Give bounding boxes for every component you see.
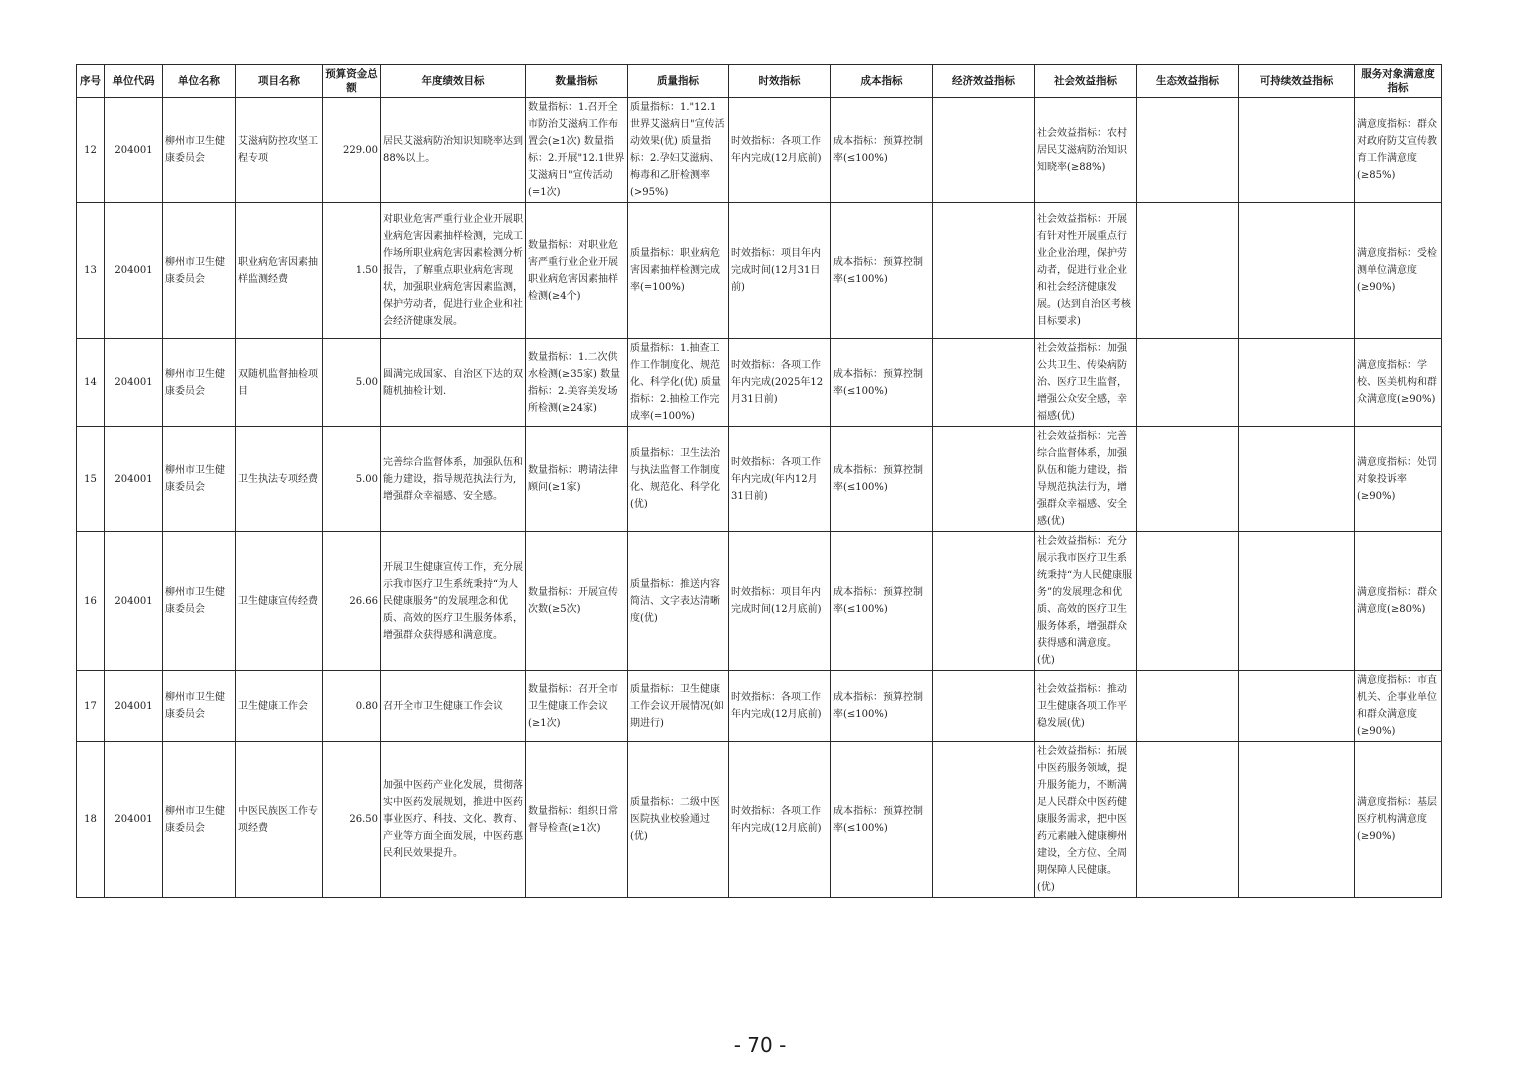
cell-budget-amount: 1.50 <box>323 203 381 339</box>
cell-project-name: 卫生健康工作会 <box>236 671 323 742</box>
cell-social-benefit: 社会效益指标：农村居民艾滋病防治知识知晓率(≥88%) <box>1035 98 1137 203</box>
cell-budget-amount: 26.66 <box>323 532 381 671</box>
table-row <box>77 427 1442 532</box>
header-unit-name: 单位名称 <box>163 65 236 98</box>
cell-quality-indicator: 质量指标：卫生法治与执法监督工作制度化、规范化、科学化(优) <box>628 427 729 532</box>
cell-cost-indicator: 成本指标：预算控制率(≤100%) <box>831 339 933 427</box>
cell-quantity-indicator: 数量指标：对职业危害严重行业企业开展职业病危害因素抽样检测(≥4个) <box>526 203 628 339</box>
cell-satisfaction-indicator: 满意度指标：学校、医美机构和群众满意度(≥90%) <box>1355 339 1442 427</box>
header-annual-target: 年度绩效目标 <box>381 65 526 98</box>
header-ecological-benefit: 生态效益指标 <box>1137 65 1239 98</box>
cell-sustainable-benefit <box>1239 339 1355 427</box>
cell-annual-target: 召开全市卫生健康工作会议 <box>381 671 526 742</box>
cell-cost-indicator: 成本指标：预算控制率(≤100%) <box>831 742 933 898</box>
cell-index: 18 <box>77 742 105 898</box>
cell-satisfaction-indicator: 满意度指标：处罚对象投诉率(≥90%) <box>1355 427 1442 532</box>
cell-satisfaction-indicator: 满意度指标：群众满意度(≥80%) <box>1355 532 1442 671</box>
cell-sustainable-benefit <box>1239 532 1355 671</box>
header-cost-indicator: 成本指标 <box>831 65 933 98</box>
cell-index: 12 <box>77 98 105 203</box>
cell-unit-code: 204001 <box>105 742 163 898</box>
cell-annual-target: 开展卫生健康宣传工作，充分展示我市医疗卫生系统秉持“为人民健康服务”的发展理念和优质、高效的医疗卫生服务体系，增强群众获得感和满意度。 <box>381 532 526 671</box>
cell-annual-target: 完善综合监督体系，加强队伍和能力建设，指导规范执法行为,增强群众幸福感、安全感。 <box>381 427 526 532</box>
cell-satisfaction-indicator: 满意度指标：群众对政府防艾宣传教育工作满意度(≥85%) <box>1355 98 1442 203</box>
table-row <box>77 671 1442 742</box>
cell-quality-indicator: 质量指标：推送内容简洁、文字表达清晰度(优) <box>628 532 729 671</box>
table-row <box>77 339 1442 427</box>
cell-ecological-benefit <box>1137 532 1239 671</box>
cell-quantity-indicator: 数量指标：1.二次供水检测(≥35家) 数量指标：2.美容美发场所检测(≥24家) <box>526 339 628 427</box>
cell-unit-name: 柳州市卫生健康委员会 <box>163 203 236 339</box>
cell-unit-code: 204001 <box>105 532 163 671</box>
cell-unit-code: 204001 <box>105 671 163 742</box>
cell-social-benefit: 社会效益指标：拓展中医药服务领域，提升服务能力，不断满足人民群众中医药健康服务需求，把中医药元素融入健康柳州建设，全方位、全周期保障人民健康。(优) <box>1035 742 1137 898</box>
cell-index: 13 <box>77 203 105 339</box>
header-quantity-indicator: 数量指标 <box>526 65 628 98</box>
cell-satisfaction-indicator: 满意度指标：受检测单位满意度(≥90%) <box>1355 203 1442 339</box>
cell-timeliness-indicator: 时效指标：各项工作年内完成(12月底前) <box>729 671 831 742</box>
header-social-benefit: 社会效益指标 <box>1035 65 1137 98</box>
cell-satisfaction-indicator: 满意度指标：市直机关、企事业单位和群众满意度(≥90%) <box>1355 671 1442 742</box>
cell-annual-target: 对职业危害严重行业企业开展职业病危害因素抽样检测，完成工作场所职业病危害因素检测分析报告，了解重点职业病危害现状，加强职业病危害因素监测，保护劳动者，促进行业企业和社会经济健康发展。 <box>381 203 526 339</box>
cell-annual-target: 居民艾滋病防治知识知晓率达到88%以上。 <box>381 98 526 203</box>
cell-cost-indicator: 成本指标：预算控制率(≤100%) <box>831 427 933 532</box>
cell-timeliness-indicator: 时效指标：项目年内完成时间(12月31日前) <box>729 203 831 339</box>
cell-unit-code: 204001 <box>105 339 163 427</box>
cell-timeliness-indicator: 时效指标：各项工作年内完成(12月底前) <box>729 742 831 898</box>
cell-timeliness-indicator: 时效指标：各项工作年内完成(12月底前) <box>729 98 831 203</box>
cell-cost-indicator: 成本指标：预算控制率(≤100%) <box>831 671 933 742</box>
cell-economic-benefit <box>933 427 1035 532</box>
cell-ecological-benefit <box>1137 671 1239 742</box>
cell-social-benefit: 社会效益指标：完善综合监督体系，加强队伍和能力建设，指导规范执法行为，增强群众幸福感、安全感(优) <box>1035 427 1137 532</box>
cell-budget-amount: 5.00 <box>323 339 381 427</box>
cell-ecological-benefit <box>1137 203 1239 339</box>
cell-timeliness-indicator: 时效指标：项目年内完成时间(12月底前) <box>729 532 831 671</box>
cell-unit-code: 204001 <box>105 98 163 203</box>
cell-cost-indicator: 成本指标：预算控制率(≤100%) <box>831 532 933 671</box>
cell-economic-benefit <box>933 203 1035 339</box>
cell-economic-benefit <box>933 742 1035 898</box>
cell-unit-code: 204001 <box>105 203 163 339</box>
cell-satisfaction-indicator: 满意度指标：基层医疗机构满意度(≥90%) <box>1355 742 1442 898</box>
table-row <box>77 203 1442 339</box>
cell-economic-benefit <box>933 98 1035 203</box>
cell-quantity-indicator: 数量指标：开展宣传次数(≥5次) <box>526 532 628 671</box>
cell-index: 17 <box>77 671 105 742</box>
cell-project-name: 卫生健康宣传经费 <box>236 532 323 671</box>
cell-sustainable-benefit <box>1239 427 1355 532</box>
cell-unit-name: 柳州市卫生健康委员会 <box>163 742 236 898</box>
cell-quantity-indicator: 数量指标：组织日常督导检查(≥1次) <box>526 742 628 898</box>
cell-social-benefit: 社会效益指标：充分展示我市医疗卫生系统秉持“为人民健康服务”的发展理念和优质、高效的医疗卫生服务体系，增强群众获得感和满意度。(优) <box>1035 532 1137 671</box>
cell-unit-name: 柳州市卫生健康委员会 <box>163 339 236 427</box>
cell-timeliness-indicator: 时效指标：各项工作年内完成(年内12月31日前) <box>729 427 831 532</box>
header-budget-amount: 预算资金总额 <box>323 65 381 98</box>
header-quality-indicator: 质量指标 <box>628 65 729 98</box>
cell-social-benefit: 社会效益指标：开展有针对性开展重点行业企业治理，保护劳动者，促进行业企业和社会经济健康发展。(达到自治区考核目标要求) <box>1035 203 1137 339</box>
cell-ecological-benefit <box>1137 742 1239 898</box>
table-row <box>77 98 1442 203</box>
cell-quantity-indicator: 数量指标：1.召开全市防治艾滋病工作布置会(≥1次) 数量指标：2.开展"12.1世界艾滋病日"宣传活动(=1次) <box>526 98 628 203</box>
cell-project-name: 卫生执法专项经费 <box>236 427 323 532</box>
cell-economic-benefit <box>933 671 1035 742</box>
header-unit-code: 单位代码 <box>105 65 163 98</box>
cell-unit-name: 柳州市卫生健康委员会 <box>163 98 236 203</box>
cell-annual-target: 加强中医药产业化发展，贯彻落实中医药发展规划，推进中医药事业医疗、科技、文化、教育、产业等方面全面发展，中医药惠民利民效果提升。 <box>381 742 526 898</box>
cell-sustainable-benefit <box>1239 742 1355 898</box>
cell-unit-name: 柳州市卫生健康委员会 <box>163 532 236 671</box>
cell-project-name: 中医民族医工作专项经费 <box>236 742 323 898</box>
cell-social-benefit: 社会效益指标：推动卫生健康各项工作平稳发展(优) <box>1035 671 1137 742</box>
header-satisfaction-indicator: 服务对象满意度指标 <box>1355 65 1442 98</box>
cell-quality-indicator: 质量指标：职业病危害因素抽样检测完成率(=100%) <box>628 203 729 339</box>
table-header-row <box>77 65 1442 98</box>
cell-index: 14 <box>77 339 105 427</box>
cell-ecological-benefit <box>1137 427 1239 532</box>
header-sustainable-benefit: 可持续效益指标 <box>1239 65 1355 98</box>
cell-sustainable-benefit <box>1239 98 1355 203</box>
cell-sustainable-benefit <box>1239 671 1355 742</box>
cell-cost-indicator: 成本指标：预算控制率(≤100%) <box>831 203 933 339</box>
cell-quality-indicator: 质量指标：1.抽查工作工作制度化、规范化、科学化(优) 质量指标：2.抽检工作完成率(=100%) <box>628 339 729 427</box>
cell-economic-benefit <box>933 532 1035 671</box>
cell-index: 16 <box>77 532 105 671</box>
cell-timeliness-indicator: 时效指标：各项工作年内完成(2025年12月31日前) <box>729 339 831 427</box>
cell-budget-amount: 5.00 <box>323 427 381 532</box>
table-row <box>77 532 1442 671</box>
cell-unit-code: 204001 <box>105 427 163 532</box>
cell-project-name: 职业病危害因素抽样监测经费 <box>236 203 323 339</box>
cell-unit-name: 柳州市卫生健康委员会 <box>163 427 236 532</box>
cell-ecological-benefit <box>1137 339 1239 427</box>
table-row <box>77 742 1442 898</box>
cell-quality-indicator: 质量指标：卫生健康工作会议开展情况(如期进行) <box>628 671 729 742</box>
header-project-name: 项目名称 <box>236 65 323 98</box>
cell-quality-indicator: 质量指标：二级中医医院执业校验通过(优) <box>628 742 729 898</box>
header-economic-benefit: 经济效益指标 <box>933 65 1035 98</box>
cell-social-benefit: 社会效益指标：加强公共卫生、传染病防治、医疗卫生监督，增强公众安全感，幸福感(优) <box>1035 339 1137 427</box>
cell-budget-amount: 26.50 <box>323 742 381 898</box>
cell-index: 15 <box>77 427 105 532</box>
performance-target-table <box>76 64 1442 898</box>
cell-quantity-indicator: 数量指标：召开全市卫生健康工作会议(≥1次) <box>526 671 628 742</box>
cell-budget-amount: 0.80 <box>323 671 381 742</box>
cell-ecological-benefit <box>1137 98 1239 203</box>
cell-annual-target: 圆满完成国家、自治区下达的双随机抽检计划. <box>381 339 526 427</box>
cell-quality-indicator: 质量指标：1."12.1世界艾滋病日"宣传活动效果(优) 质量指标：2.孕妇艾滋病、梅毒和乙肝检测率(>95%) <box>628 98 729 203</box>
cell-budget-amount: 229.00 <box>323 98 381 203</box>
header-index: 序号 <box>77 65 105 98</box>
page-number: - 70 - <box>733 1033 787 1057</box>
cell-sustainable-benefit <box>1239 203 1355 339</box>
cell-project-name: 双随机监督抽检项目 <box>236 339 323 427</box>
cell-economic-benefit <box>933 339 1035 427</box>
cell-quantity-indicator: 数量指标：聘请法律顾问(≥1家) <box>526 427 628 532</box>
cell-unit-name: 柳州市卫生健康委员会 <box>163 671 236 742</box>
header-timeliness-indicator: 时效指标 <box>729 65 831 98</box>
cell-project-name: 艾滋病防控攻坚工程专项 <box>236 98 323 203</box>
cell-cost-indicator: 成本指标：预算控制率(≤100%) <box>831 98 933 203</box>
